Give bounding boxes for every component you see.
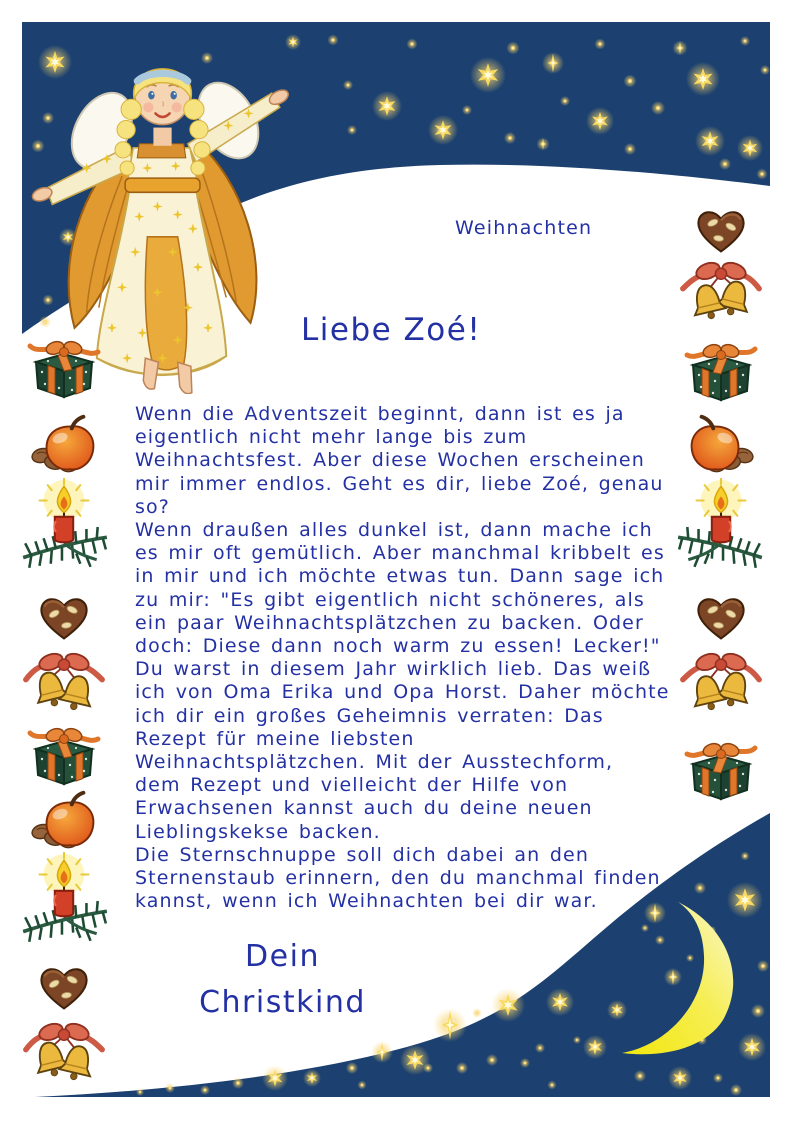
star-icon [740, 36, 750, 46]
angel-bodice [125, 144, 200, 193]
letter-line: dem Rezept und vielleicht der Hilfe von [135, 774, 569, 797]
star-icon [586, 107, 614, 135]
star-icon [433, 1008, 467, 1042]
letter-line: mir immer endlos. Geht es dir, liebe Zoé, genau [135, 472, 664, 495]
star-icon [456, 1062, 468, 1074]
star-icon [407, 39, 418, 50]
bells-icon [679, 257, 763, 337]
star-icon [358, 1081, 367, 1090]
star-icon [757, 169, 768, 180]
star-icon [546, 988, 574, 1016]
star-icon [757, 960, 769, 972]
star-icon [472, 1008, 482, 1018]
apple-icon [25, 407, 103, 475]
star-icon [462, 105, 472, 115]
star-icon [136, 1088, 144, 1096]
heart-icon [688, 199, 754, 258]
letter-line: Wenn draußen alles dunkel ist, dann mache ich [135, 519, 653, 542]
star-icon [741, 852, 750, 861]
star-icon [695, 126, 725, 156]
star-icon [730, 1084, 742, 1096]
letter-line: Weihnachtsfest. Aber diese Wochen erscheinen [135, 449, 645, 472]
letter-line: zu mir: "Es gibt eigentlich nicht schöneres, als [135, 588, 645, 611]
star-icon [542, 52, 564, 74]
letter-line: es mir oft gemütlich. Aber manchmal kribbelt es [135, 542, 665, 565]
star-icon [486, 1054, 498, 1066]
star-icon [573, 1036, 581, 1044]
star-icon [491, 988, 525, 1022]
star-icon [751, 1004, 765, 1018]
star-icon [651, 101, 665, 115]
star-icon [372, 91, 402, 121]
heart-icon [688, 586, 754, 645]
star-icon [520, 1058, 530, 1068]
star-icon [535, 1043, 545, 1053]
letter-line: Lieblingskekse backen. [135, 820, 381, 843]
letter-line: ich von Oma Erika und Opa Horst. Daher möchte [135, 681, 670, 704]
letter-body [135, 403, 670, 913]
star-icon [655, 935, 665, 945]
letter-line: so? [135, 495, 170, 518]
signature [170, 934, 395, 1026]
letter-line: Die Sternschnuppe soll dich dabei an den [135, 843, 589, 866]
heart-icon [31, 956, 97, 1015]
star-icon [607, 1000, 627, 1020]
star-icon [634, 1070, 646, 1082]
star-icon [673, 41, 688, 56]
star-icon [719, 158, 731, 170]
star-icon [328, 35, 339, 46]
star-icon [713, 1073, 723, 1083]
star-icon [470, 57, 506, 93]
star-icon [548, 1081, 557, 1090]
letter-line: Du warst in diesem Jahr wirklich lieb. Das weiß [135, 658, 652, 681]
star-icon [624, 75, 637, 88]
heart-icon [31, 586, 97, 645]
star-icon [507, 42, 520, 55]
star-icon [371, 1041, 393, 1063]
greeting-title: Liebe Zoé! [301, 312, 482, 348]
star-icon [537, 138, 550, 151]
letter-line: Weihnachtsplätzchen. Mit der Ausstechform, [135, 751, 614, 774]
star-icon [686, 954, 694, 962]
star-icon [668, 1066, 692, 1090]
letter-line: Rezept für meine liebsten [135, 727, 415, 750]
star-icon [303, 1069, 321, 1087]
star-icon [694, 882, 706, 894]
star-icon [262, 1065, 288, 1091]
header-label: Weihnachten [455, 217, 593, 239]
star-icon [760, 65, 770, 75]
star-icon [686, 62, 720, 96]
star-icon [595, 39, 606, 50]
star-icon [664, 968, 682, 986]
star-icon [428, 115, 458, 145]
star-icon [504, 132, 516, 144]
star-icon [641, 924, 649, 932]
bells-icon [679, 648, 763, 728]
letter-line: doch: Diese dann noch warm zu essen! Lecker!" [135, 635, 661, 658]
letter-line: ein paar Weihnachtsplätzchen zu backen. Oder [135, 611, 644, 634]
candle-icon [674, 478, 768, 576]
star-icon [738, 1033, 766, 1061]
star-icon [232, 1077, 244, 1089]
gift-icon [681, 331, 761, 411]
apple-icon [682, 407, 760, 475]
bells-icon [22, 1018, 106, 1098]
letter-line: Wenn die Adventszeit beginnt, dann ist es ja [135, 403, 625, 425]
letter-line: Erwachsenen kannst auch du deine neuen [135, 797, 593, 820]
star-icon [343, 80, 353, 90]
letter-line: ich dir ein großes Geheimnis verraten: Das [135, 704, 604, 727]
candle-icon [17, 852, 111, 950]
star-icon [624, 143, 636, 155]
letter-line: kannst, wenn ich Weihnachten bei dir war. [135, 890, 598, 913]
letter-line: in mir und ich möchte etwas tun. Dann sage ich [135, 565, 665, 588]
candle-icon [17, 478, 111, 576]
gift-icon [24, 328, 104, 408]
star-icon [423, 1063, 433, 1073]
signature-line: Dein [245, 939, 320, 974]
letter-line: Sternenstaub erinnern, den du manchmal finden [135, 867, 661, 890]
star-icon [727, 882, 763, 918]
star-icon [737, 135, 763, 161]
signature-line: Christkind [199, 985, 366, 1020]
gift-icon [681, 730, 761, 810]
star-icon [165, 1083, 175, 1093]
letter-line: eigentlich nicht mehr lange bis zum [135, 426, 528, 449]
apple-icon [25, 783, 103, 851]
star-icon [200, 1085, 210, 1095]
star-icon [583, 1035, 607, 1059]
star-icon [347, 125, 357, 135]
star-icon [560, 96, 570, 106]
star-icon [346, 1062, 358, 1074]
